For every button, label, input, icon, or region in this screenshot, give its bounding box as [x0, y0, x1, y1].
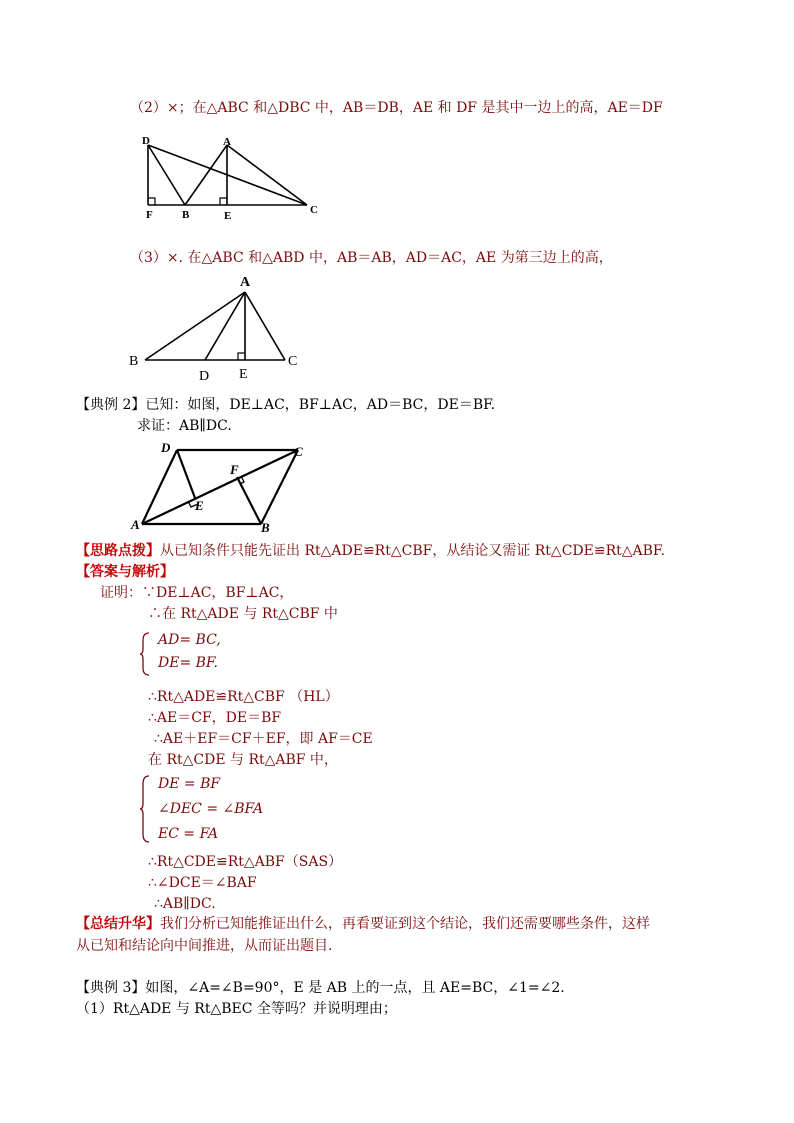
example-3-text: 如图，∠A=∠B=90°，E 是 AB 上的一点，且 AE=BC，∠1=∠2. [145, 980, 565, 996]
system-brace-2 [140, 775, 150, 850]
paragraph-2: （2）×；在△ABC 和△DBC 中，AB＝DB，AE 和 DF 是其中一边上的高，AE＝DF [130, 100, 663, 116]
label-b: B [129, 354, 139, 369]
label-a: A [240, 275, 251, 290]
label-d: D [161, 440, 171, 455]
example-2-prove: 求证：AB∥DC. [137, 418, 232, 434]
example-3-tag: 【典例 3】 [76, 980, 146, 996]
label-c: C [310, 204, 318, 216]
label-f: F [146, 209, 153, 221]
label-a: A [131, 517, 140, 532]
label-b: B [261, 520, 270, 535]
label-e: E [239, 367, 248, 382]
proof-line-3: ∴Rt△ADE≌Rt△CBF （HL） [148, 689, 339, 705]
proof-line-4: ∴AE＝CF，DE＝BF [148, 710, 282, 726]
proof-line-5: ∴AE＋EF＝CF＋EF，即 AF＝CE [154, 731, 373, 747]
hint [76, 542, 665, 560]
proof-line-7: ∴Rt△CDE≌Rt△ABF（SAS） [148, 854, 343, 870]
summary-tag: 【总结升华】 [76, 916, 160, 932]
label-d: D [199, 369, 210, 384]
answer-tag: 【答案与解析】 [76, 564, 174, 580]
paragraph-3: （3）×. 在△ABC 和△ABD 中，AB＝AB，AD＝AC，AE 为第三边上的高， [130, 250, 613, 266]
system-1-line-a: AD= BC, [158, 632, 221, 648]
hint-tag: 【思路点拨】 [76, 543, 160, 559]
proof-line-8: ∴∠DCE＝∠BAF [148, 875, 257, 891]
hint-text: 从已知条件只能先证出 Rt△ADE≌Rt△CBF，从结论又需证 Rt△CDE≌Rt△ABF. [160, 543, 665, 559]
label-e: E [195, 498, 204, 513]
label-b: B [182, 209, 190, 221]
label-c: C [294, 444, 303, 459]
system-1-line-b: DE= BF. [158, 655, 218, 671]
summary-text-1: 我们分析已知能推证出什么，再看要证到这个结论，我们还需要哪些条件，这样 [160, 916, 650, 932]
summary [76, 915, 650, 933]
example-3-question-1: （1）Rt△ADE 与 Rt△BEC 全等吗？并说明理由； [76, 1001, 397, 1017]
proof-line-9: ∴AB∥DC. [154, 896, 216, 912]
example-2-tag: 【典例 2】 [76, 397, 146, 413]
system-2-line-c: EC = FA [158, 826, 219, 842]
label-e: E [224, 210, 232, 222]
proof-line-1: 证明：∵DE⊥AC，BF⊥AC， [100, 585, 294, 601]
summary-text-2: 从已知和结论向中间推进，从而证出题目. [76, 938, 333, 954]
label-a: A [223, 136, 231, 148]
label-c: C [288, 354, 298, 369]
figure-triangle-abc-abd [125, 272, 305, 384]
system-2-line-a: DE = BF [158, 776, 221, 792]
proof-line-2: ∴在 Rt△ADE 与 Rt△CBF 中 [148, 606, 338, 622]
proof-line-6: 在 Rt△CDE 与 Rt△ABF 中， [148, 752, 338, 768]
label-d: D [142, 135, 150, 147]
figure-parallelogram-abcd [128, 437, 318, 537]
example-2 [76, 396, 495, 414]
figure-triangles-dbc-abc [135, 132, 335, 224]
system-brace-1 [140, 632, 150, 681]
label-f: F [230, 462, 239, 477]
example-2-text: 已知：如图，DE⊥AC，BF⊥AC，AD＝BC，DE＝BF. [145, 397, 496, 413]
system-2-line-b: ∠DEC = ∠BFA [158, 801, 264, 817]
example-3 [76, 979, 565, 997]
